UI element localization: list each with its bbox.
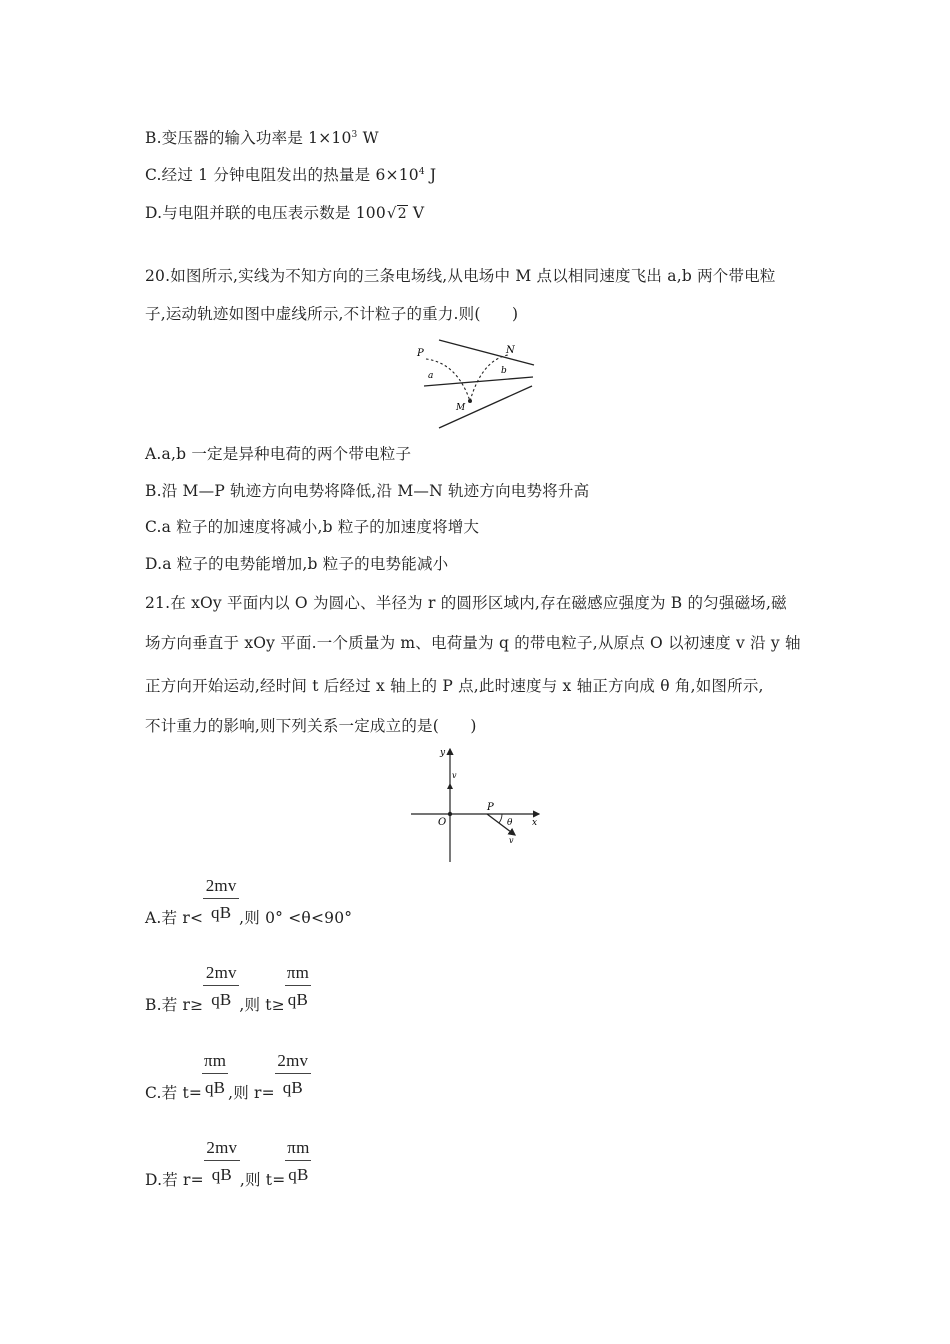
q20-stem-line-2: 子,运动轨迹如图中虚线所示,不计粒子的重力.则( ) [145,305,519,323]
q21-option-b: B.若 r≥ $\frac{2mv}{qB}$ ,则 t≥ $\frac{\pi m}{qB}$ [145,963,310,1014]
label-theta: θ [507,818,513,828]
label-n: N [506,345,515,356]
label-a: a [428,371,434,381]
label-x: x [532,818,538,828]
q21-stem-line-4: 不计重力的影响,则下列关系一定成立的是( ) [145,717,477,735]
point-m-dot [468,399,472,403]
fraction: $\frac{\pi m}{qB}$ [286,963,310,1009]
fraction: $\frac{2mv}{qB}$ [203,994,239,1010]
q20-option-b: B.沿 M—P 轨迹方向电势将降低,沿 M—N 轨迹方向电势将升高 [145,482,590,500]
label-p: P [487,802,494,813]
q21-stem-line-3: 正方向开始运动,经时间 t 后经过 x 轴上的 P 点,此时速度与 x 轴正方向成 θ 角,如图所示, [145,677,764,695]
q20-option-a: A.a,b 一定是异种电荷的两个带电粒子 [145,445,412,463]
field-line-bottom [439,386,532,428]
label-p: P [417,348,424,359]
origin-dot [448,812,452,816]
q19-option-b: B.变压器的输入功率是 $1\times 10^3$ W [145,129,379,147]
q20-option-d: D.a 粒子的电势能增加,b 粒子的电势能减小 [145,555,449,573]
q21-option-d: D.若 r= $\frac{2mv}{qB}$ ,则 t= $\frac{\pi m}{qB}$ [145,1138,310,1189]
fraction: $\frac{2mv}{qB}$ [203,907,239,923]
label-m: M [456,403,466,413]
fraction: $\frac{\pi m}{qB}$ [287,1138,310,1184]
label-y: y [440,748,446,758]
sqrt-symbol: √2 [386,204,407,222]
theta-arc [499,814,502,823]
label-v-up: v [452,771,457,780]
label-o: O [438,817,447,828]
label-v-down: v [509,836,514,845]
q21-stem-line-1: 21.在 xOy 平面内以 O 为圆心、半径为 r 的圆形区域内,存在磁感应强度为 B 的匀强磁场,磁 [145,594,787,612]
label-b: b [501,366,507,376]
q21-coordinate-figure [405,744,545,866]
q20-stem-line-1: 20.如图所示,实线为不知方向的三条电场线,从电场中 M 点以相同速度飞出 a,b 两个带电粒 [145,267,776,285]
q21-option-a: A.若 r< $\frac{2mv}{qB}$ ,则 0° <θ<90° [145,876,353,927]
fraction: $\frac{2mv}{qB}$ [204,1169,240,1185]
fraction: $\frac{\pi m}{qB}$ [203,1051,227,1097]
q21-option-c: C.若 t= $\frac{\pi m}{qB}$ ,则 r= $\frac{2mv}{qB}$ [145,1081,311,1103]
q20-field-line-figure [412,338,542,434]
q19-option-d: D.与电阻并联的电压表示数是 100√2 V [145,204,425,222]
field-line-middle [424,377,533,386]
q20-option-c: C.a 粒子的加速度将减小,b 粒子的加速度将增大 [145,518,480,536]
trajectory-b [470,355,508,401]
fraction: $\frac{2mv}{qB}$ [275,1082,311,1098]
q21-stem-line-2: 场方向垂直于 xOy 平面.一个质量为 m、电荷量为 q 的带电粒子,从原点 O 以初速度 v 沿 y 轴 [145,634,801,652]
q19-option-c: C.经过 1 分钟电阻发出的热量是 $6\times 10^4$ J [145,166,437,184]
field-line-top [439,340,534,365]
